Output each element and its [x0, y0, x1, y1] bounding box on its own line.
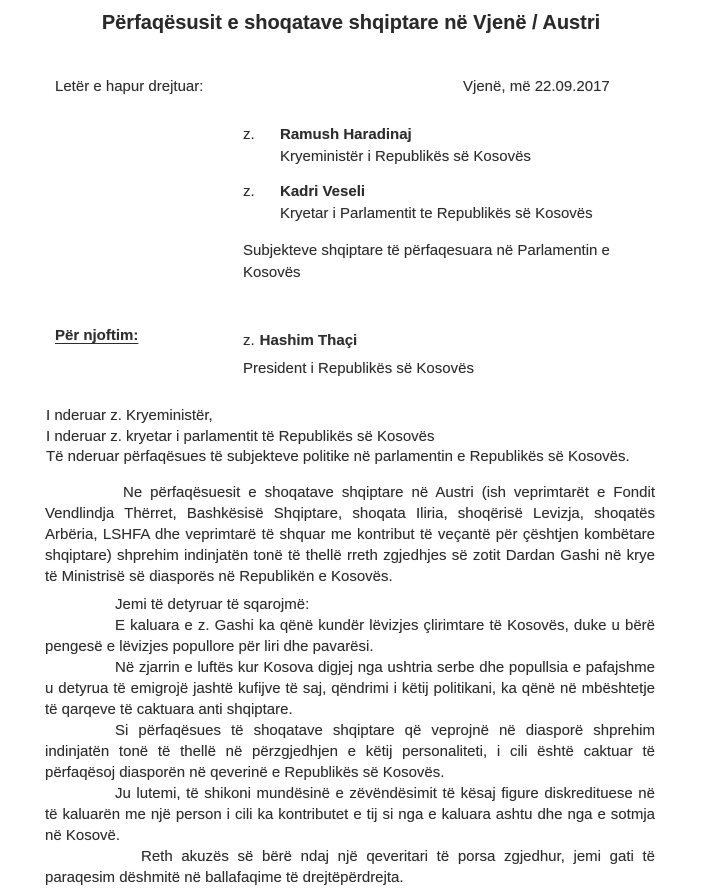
salutation-line: I nderuar z. kryetar i parlamentit të Republikës së Kosovës	[46, 427, 435, 445]
recipient-collective-line: Subjekteve shqiptare të përfaqesuara në Parlamentin e	[243, 242, 610, 259]
salutation-line: Të nderuar përfaqësues të subjekteve politike në parlamentin e Republikës së Kosovës.	[46, 448, 630, 465]
body-paragraph: E kaluara e z. Gashi ka qënë kundër lëvizjes çlirimtare të Kosovës, duke u bërë pengesë e lëvizjes popullore për liri dhe pavarësi.	[45, 617, 655, 655]
recipient-prefix: z.	[243, 126, 255, 143]
recipient-name: Kadri Veseli	[280, 183, 366, 200]
recipient-name: Ramush Haradinaj	[280, 126, 412, 143]
letter-body	[45, 482, 655, 888]
body-paragraph: Reth akuzës së bërë ndaj një qeveritari të porsa zgjedhur, jemi gati të paraqesim dëshmitë në ballafaqime të drejtëpërdrejta.	[45, 848, 655, 886]
notify-name: Hashim Thaçi	[259, 332, 358, 349]
recipient-name-line	[243, 124, 633, 146]
salutation-line: I nderuar z. Kryeministër,	[46, 407, 213, 424]
recipient-veseli	[243, 181, 633, 225]
notify-label: Për njoftim:	[55, 327, 139, 344]
notify-title: President i Republikës së Kosovës	[243, 360, 474, 377]
recipient-prefix: z.	[243, 183, 255, 200]
body-paragraph: Ju lutemi, të shikoni mundësinë e zëvëndësimit të kësaj figure diskredituese në të kaluarën me një person i cili ka kontributet e tij si nga e kaluara ashtu dhe nga e sotmja në Kosovë.	[45, 785, 655, 844]
body-paragraph: Si përfaqësues të shoqatave shqiptare që veprojnë në diasporë shprehim indinjatën tonë të thellë në përzgjedhjen e këtij personaliteti, i cili është caktuar të përfaqësoj diasporën në qeverinë e Republikës së Kosovës.	[45, 722, 655, 781]
body-paragraph: Jemi të detyruar të sqarojmë:	[115, 596, 310, 613]
recipient-collective	[243, 240, 633, 284]
recipient-collective-line: Kosovës	[243, 264, 301, 281]
notify-prefix: z.	[243, 332, 255, 349]
recipients-block	[243, 124, 633, 297]
salutations-block	[46, 406, 666, 468]
notify-block	[243, 327, 474, 383]
body-paragraph: Ne përfaqësuesit e shoqatave shqiptare në Austri (ish veprimtarët e Fondit Vendlindja Thërret, Bashkësisë Shqiptare, shoqata Iliria, shoqërisë Levizja, shoqatës Arbëria, LSHFA dhe veprimtarë të shquar me kontribut të veçantë për çështjen kombëtare shqiptare) shprehim indinjatën tonë të thellë rreth zgjedhjes së zotit Dardan Gashi në krye të Ministrisë së diasporës në Republikën e Kosovës.	[45, 484, 655, 585]
recipient-title: Kryetar i Parlamentit te Republikës së Kosovës	[280, 205, 593, 222]
body-paragraph: Në zjarrin e luftës kur Kosova digjej nga ushtria serbe dhe popullsia e pafajshme u detyrua të emigrojë jashtë kufijve të saj, qëndrimi i këtij politikani, ka qënë në mbështetje të qarqeve të caktuara anti shqiptare.	[45, 659, 655, 718]
open-letter-label: Letër e hapur drejtuar:	[55, 78, 204, 95]
recipient-haradinaj	[243, 124, 633, 168]
dateline: Vjenë, më 22.09.2017	[463, 78, 610, 95]
notify-name-line	[243, 327, 474, 355]
letter-title: Përfaqësusit e shoqatave shqiptare në Vjenë / Austri	[101, 12, 601, 34]
recipient-name-line	[243, 181, 633, 203]
recipient-title: Kryeministër i Republikës së Kosovës	[280, 148, 531, 165]
